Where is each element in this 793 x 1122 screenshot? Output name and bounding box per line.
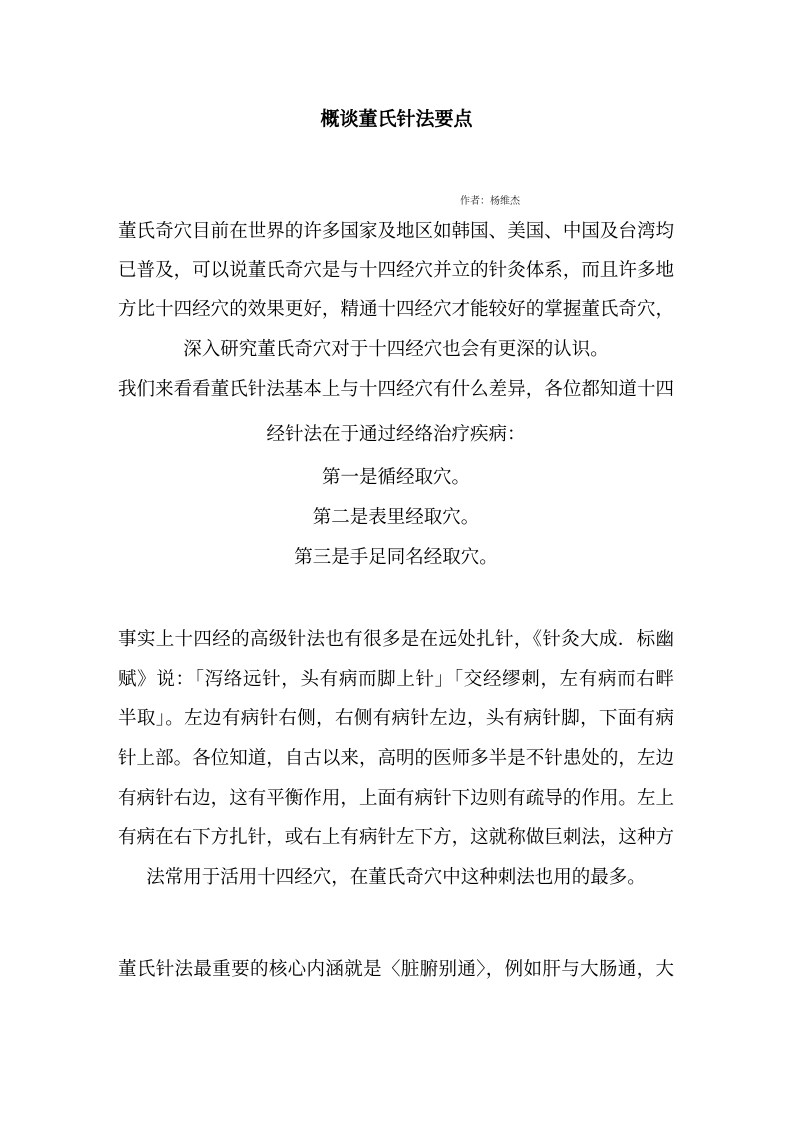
list-item: 第二是表里经取穴。: [312, 507, 480, 528]
paragraph-line: 有病针右边，这有平衡作用，上面有病针下边则有疏导的作用。左上: [118, 788, 674, 809]
paragraph-line: 董氏针法最重要的核心内涵就是〈脏腑别通〉，例如肝与大肠通，大: [118, 959, 674, 980]
paragraph-line: 已普及，可以说董氏奇穴是与十四经穴并立的针灸体系，而且许多地: [118, 260, 674, 281]
paragraph-line: 针上部。各位知道，自古以来，高明的医师多半是不针患处的，左边: [118, 748, 674, 769]
list-item: 第一是循经取穴。: [321, 467, 470, 488]
paragraph-line: 方比十四经穴的效果更好，精通十四经穴才能较好的掌握董氏奇穴，: [118, 299, 674, 320]
paragraph-line: 赋》说：「泻络远针，头有病而脚上针」「交经缪刺，左有病而右畔: [118, 669, 674, 690]
paragraph-line: 事实上十四经的高级针法也有很多是在远处扎针，《针灸大成．标幽: [118, 629, 674, 650]
list-item: 第三是手足同名经取穴。: [294, 547, 498, 568]
paragraph-line: 经针法在于通过经络治疗疾病：: [266, 424, 526, 445]
author-line: 作者：杨维杰: [460, 196, 520, 207]
paragraph-line: 董氏奇穴目前在世界的许多国家及地区如韩国、美国、中国及台湾均: [118, 221, 674, 242]
paragraph-line: 法常用于活用十四经穴，在董氏奇穴中这种刺法也用的最多。: [146, 867, 646, 888]
paragraph-line: 深入研究董氏奇穴对于十四经穴也会有更深的认识。: [183, 339, 609, 360]
paragraph-line: 我们来看看董氏针法基本上与十四经穴有什么差异，各位都知道十四: [118, 379, 674, 400]
paragraph-line: 半取」。左边有病针右侧，右侧有病针左边，头有病针脚，下面有病: [118, 708, 674, 729]
paragraph-line: 有病在右下方扎针，或右上有病针左下方，这就称做巨刺法，这种方: [118, 827, 674, 848]
document-title: 概谈董氏针法要点: [320, 108, 473, 130]
